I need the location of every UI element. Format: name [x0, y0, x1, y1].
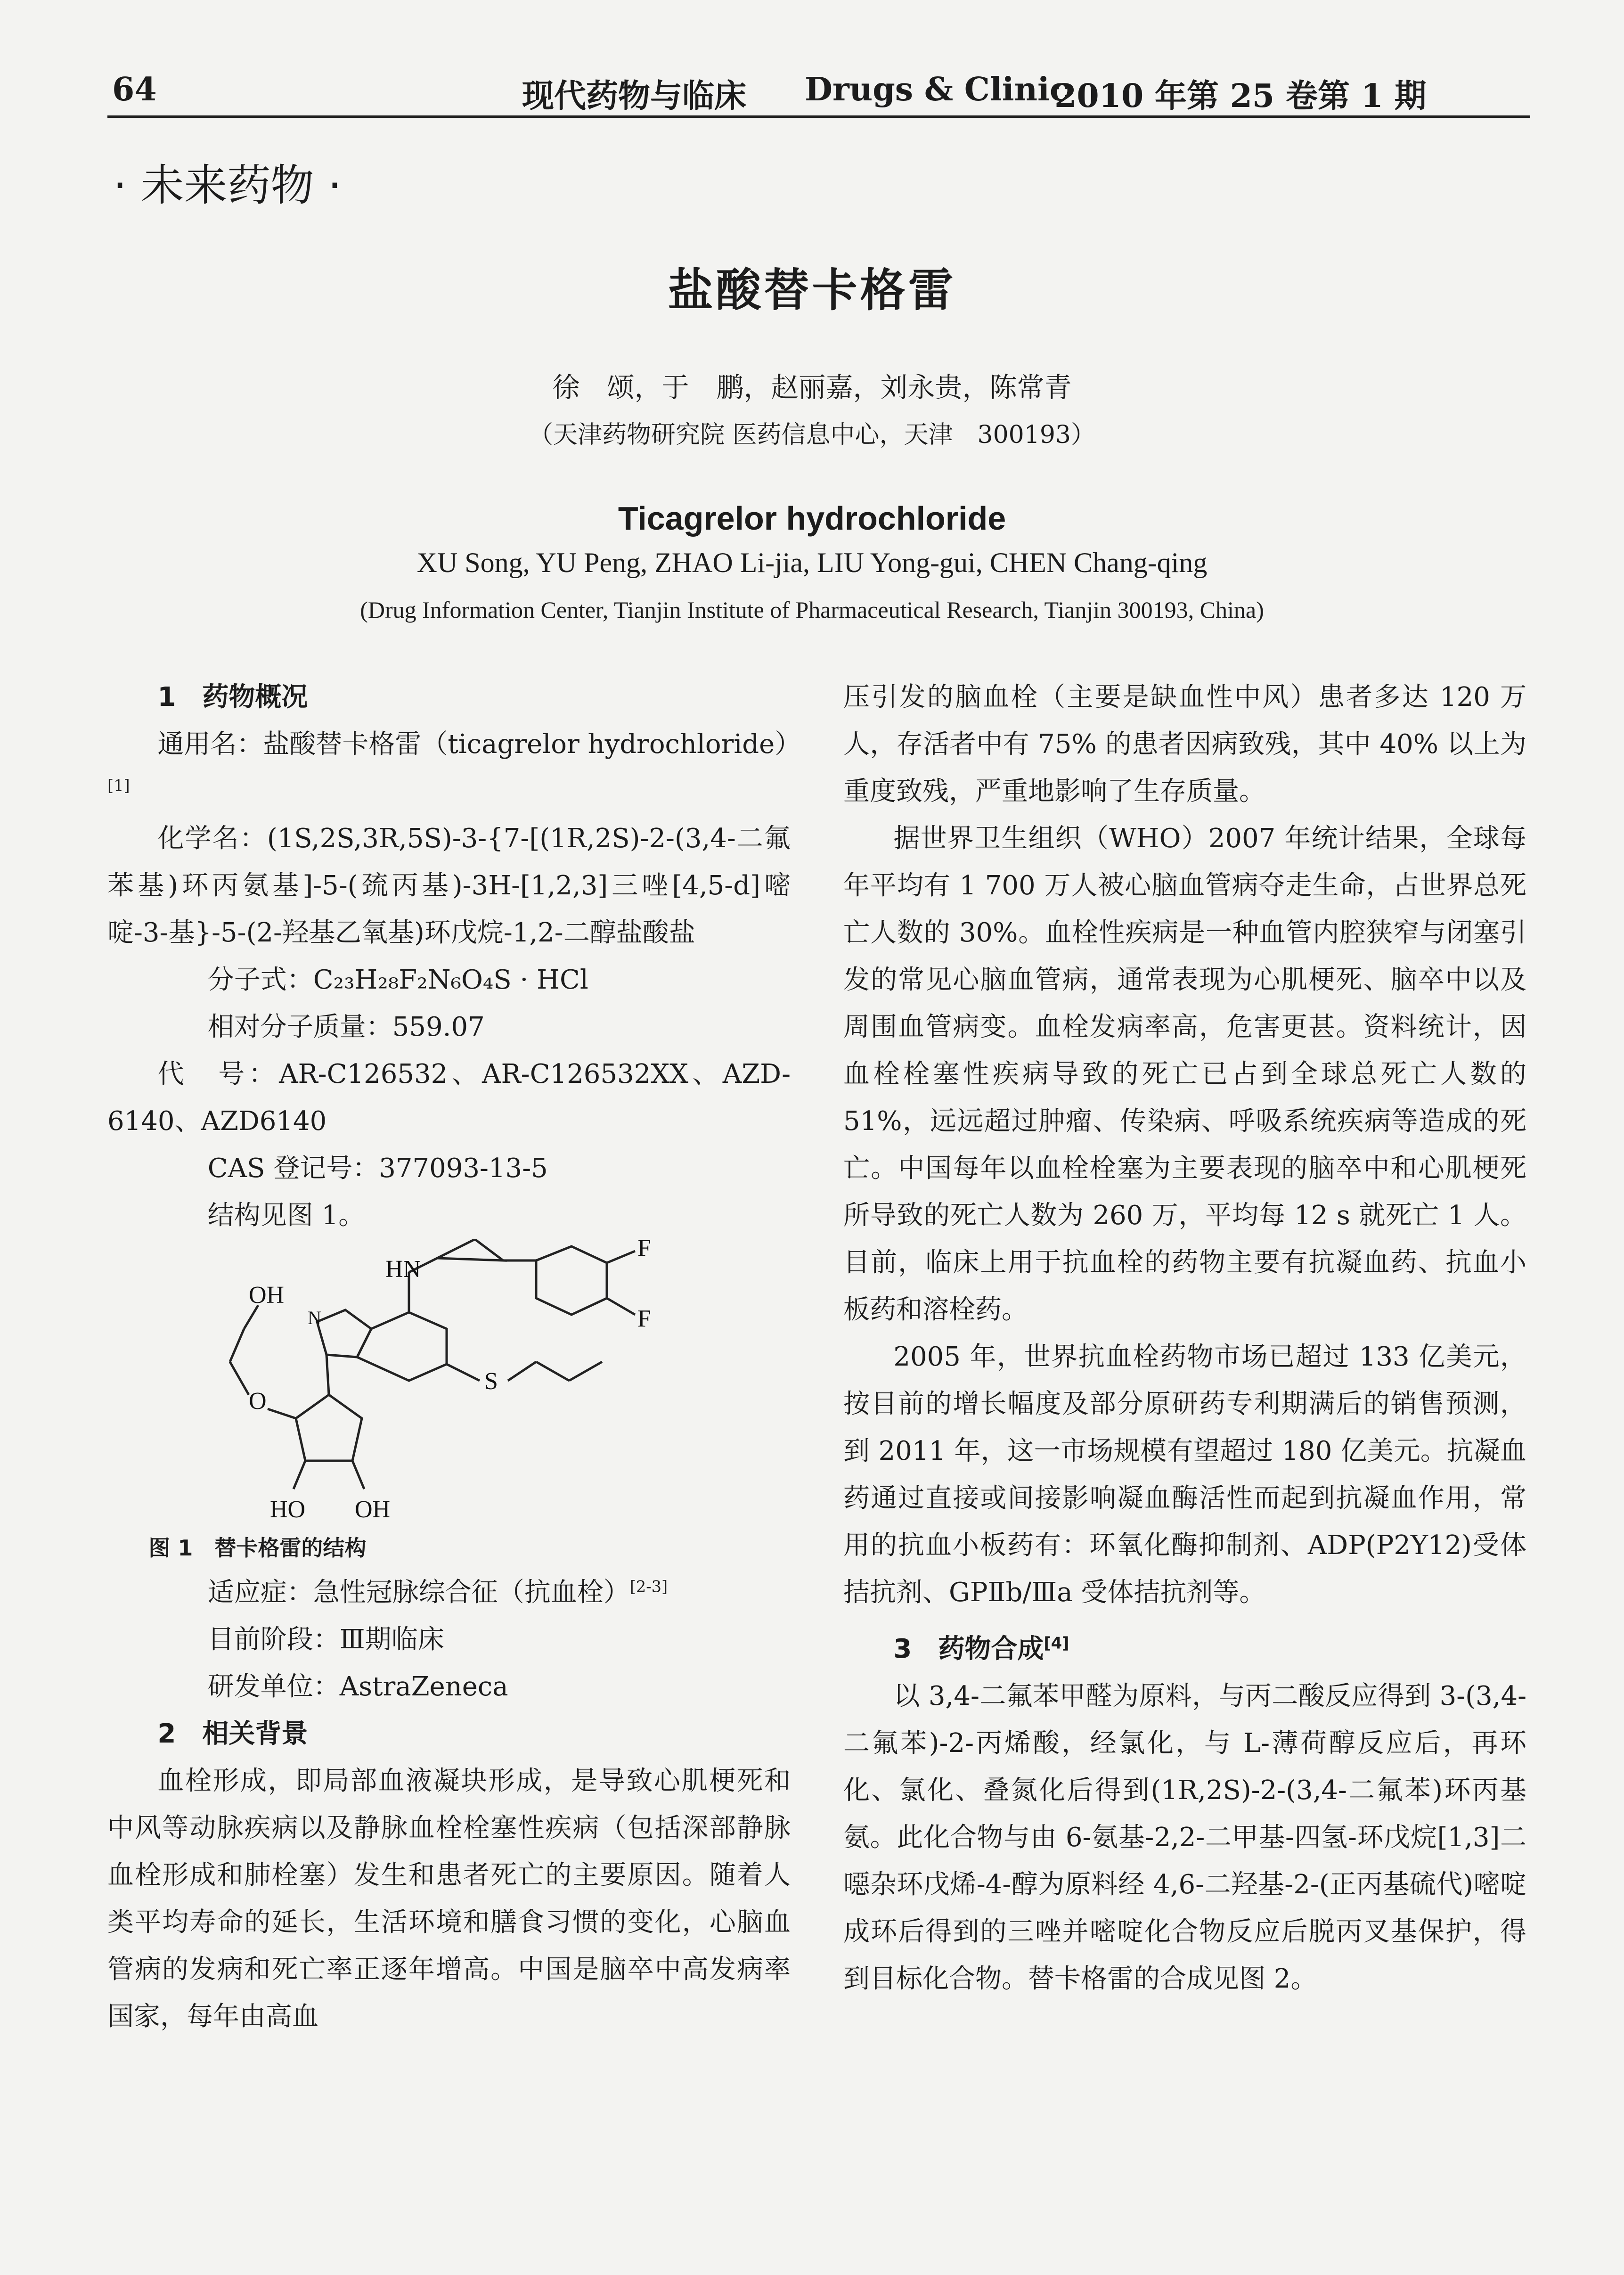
generic-name-text: 通用名：盐酸替卡格雷（ticagrelor hydrochloride）	[157, 729, 801, 760]
section-heading-3	[843, 1626, 1526, 1673]
section-heading-3-text: 3 药物合成	[893, 1634, 1044, 1664]
fluorine-label-2: F	[637, 1305, 651, 1332]
ether-oxygen-label: O	[249, 1388, 267, 1415]
issue-info: 2010 年第 25 卷第 1 期	[1054, 77, 1427, 115]
authors-en: XU Song, YU Peng, ZHAO Li-jia, LIU Yong-gui, CHEN Chang-qing	[416, 547, 1208, 578]
section-heading-1: 1 药物概况	[157, 682, 308, 712]
journal-title-cn: 现代药物与临床	[522, 77, 747, 115]
structure-figure	[107, 1239, 791, 1527]
running-header	[107, 71, 1530, 123]
sulfur-label: S	[484, 1368, 498, 1395]
indication	[107, 1569, 791, 1616]
cyclopentane-ring	[296, 1395, 362, 1461]
fluorine-label-1: F	[637, 1239, 651, 1261]
indication-text: 适应症：急性冠脉综合征（抗血栓）	[207, 1577, 630, 1608]
drug-code: 代 号：AR-C126532、AR-C126532XX、AZD-6140、AZD6140	[107, 1059, 791, 1137]
citation-1[interactable]: [1]	[107, 776, 130, 795]
chemical-name: 化学名：(1S,2S,3R,5S)-3-{7-[(1R,2S)-2-(3,4-二氟苯基)环丙氨基]-5-(巯丙基)-3H-[1,2,3]三唑[4,5-d]嘧啶-3-基}-5-(2-羟基乙氧基)环戊烷-1,2-二醇盐酸盐	[107, 823, 791, 948]
article-title-en: Ticagrelor hydrochloride	[618, 500, 1006, 537]
hydroxyl-label-right: OH	[355, 1496, 391, 1523]
background-paragraph-2: 据世界卫生组织（WHO）2007 年统计结果，全球每年平均有 1 700 万人被心脑血管病夺走生命，占世界总死亡人数的 30%。血栓性疾病是一种血管内腔狭窄与闭塞引发的常见心脑血管病，通常表现为心肌梗死、脑卒中以及周围血管病变。血栓发病率高，危害更甚。资料统计，因血栓栓塞性疾病导致的死亡已占到全球总死亡人数的 51%，远远超过肿瘤、传染病、呼吸系统疾病等造成的死亡。中国每年以血栓栓塞为主要表现的脑卒中和心肌梗死所导致的死亡人数为 260 万，平均每 12 s 就死亡 1 人。目前，临床上用于抗血栓的药物主要有抗凝血药、抗血小板药和溶栓药。	[843, 823, 1526, 1325]
figure-caption: 图 1 替卡格雷的结构	[148, 1535, 367, 1561]
journal-title-en: Drugs & Clinic	[805, 71, 1069, 108]
header-rule	[107, 115, 1530, 118]
section-tag: · 未来药物 ·	[113, 160, 342, 211]
generic-name	[107, 721, 801, 815]
background-paragraph-1: 血栓形成，即局部血液凝块形成，是导致心肌梗死和中风等动脉疾病以及静脉血栓栓塞性疾病（包括深部静脉血栓形成和肺栓塞）发生和患者死亡的主要原因。随着人类平均寿命的延长，生活环境和膳食习惯的变化，心脑血管病的发病和死亡率正逐年增高。中国是脑卒中高发病率国家，每年由高血	[107, 1766, 791, 2032]
left-column	[107, 674, 801, 2040]
molecular-formula: 分子式：C₂₃H₂₈F₂N₆O₄S · HCl	[207, 965, 588, 995]
benzene-ring	[536, 1246, 607, 1315]
section-heading-2: 2 相关背景	[157, 1719, 308, 1749]
authors-cn: 徐 颂，于 鹏，赵丽嘉，刘永贵，陈常青	[552, 371, 1072, 403]
pyrimidine-ring	[357, 1312, 447, 1381]
amine-label: HN	[385, 1256, 421, 1283]
triazole-ring	[317, 1310, 371, 1357]
synthesis-paragraph: 以 3,4-二氟苯甲醛为原料，与丙二酸反应得到 3-(3,4-二氟苯)-2-丙烯酸，经氯化，与 L-薄荷醇反应后，再环化、氯化、叠氮化后得到(1R,2S)-2-(3,4-二氟苯)环丙基氨。此化合物与由 6-氨基-2,2-二甲基-四氢-环戊烷[1,3]二噁杂环戊烯-4-醇为原料经 4,6-二羟基-2-(正丙基硫代)嘧啶成环后得到的三唑并嘧啶化合物反应后脱丙叉基保护，得到目标化合物。替卡格雷的合成见图 2。	[843, 1681, 1526, 1994]
affiliation-cn: （天津药物研究院 医药信息中心，天津 300193）	[528, 421, 1096, 449]
cas-number: CAS 登记号：377093-13-5	[207, 1153, 548, 1184]
page-number: 64	[112, 71, 157, 108]
right-column	[843, 674, 1526, 2003]
developer: 研发单位：AstraZeneca	[207, 1671, 508, 1702]
background-paragraph-1-cont: 压引发的脑血栓（主要是缺血性中风）患者多达 120 万人，存活者中有 75% 的患者因病致残，其中 40% 以上为重度致残，严重地影响了生存质量。	[843, 682, 1526, 807]
cyclopropane-ring	[437, 1239, 503, 1260]
background-paragraph-3: 2005 年，世界抗血栓药物市场已超过 133 亿美元，按目前的增长幅度及部分原研药专利期满后的销售预测，到 2011 年，这一市场规模有望超过 180 亿美元。抗凝血药通过直接或间接影响凝血酶活性而起到抗凝血作用，常用的抗血小板药有：环氧化酶抑制剂、ADP(P2Y12)受体拮抗剂、GPⅡb/Ⅲa 受体拮抗剂等。	[843, 1342, 1526, 1608]
ticagrelor-structure-diagram	[107, 1239, 791, 1527]
citation-4[interactable]: [4]	[1044, 1634, 1069, 1653]
hydroxyl-label-left: HO	[270, 1496, 306, 1523]
affiliation-en: (Drug Information Center, Tianjin Institute of Pharmaceutical Research, Tianjin 300193, China)	[360, 597, 1264, 623]
structure-reference: 结构见图 1。	[207, 1200, 365, 1231]
citation-2-3[interactable]: [2-3]	[629, 1577, 668, 1596]
clinical-stage: 目前阶段：Ⅲ期临床	[207, 1624, 444, 1655]
hydroxyl-label-top: OH	[249, 1282, 285, 1309]
nitrogen-label: N	[308, 1307, 321, 1328]
article-title-cn: 盐酸替卡格雷	[668, 264, 956, 317]
molecular-weight: 相对分子质量：559.07	[207, 1012, 485, 1042]
